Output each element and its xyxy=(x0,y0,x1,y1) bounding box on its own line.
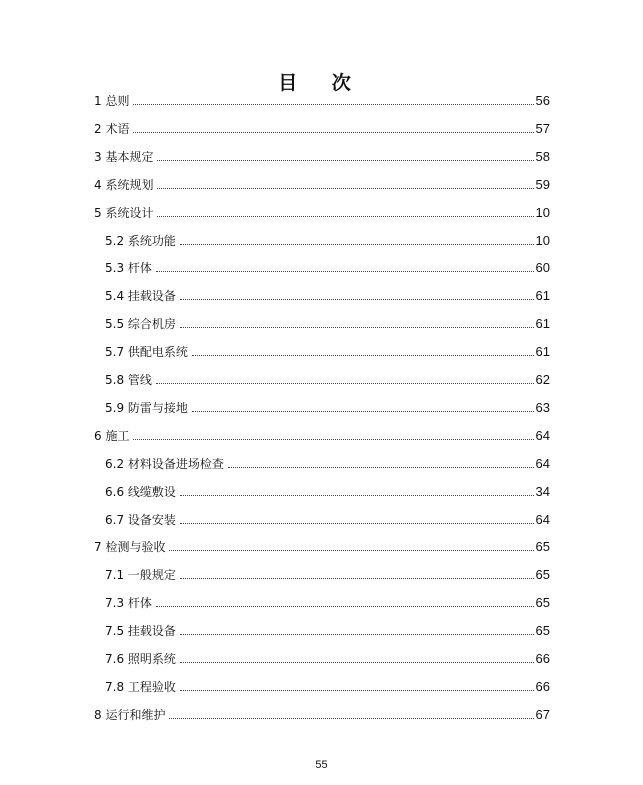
toc-entry-label: 6.2 材料设备进场检查 xyxy=(105,456,224,471)
toc-entry-label: 3 基本规定 xyxy=(94,149,154,164)
toc-entry-label: 7.5 挂载设备 xyxy=(105,624,176,639)
toc-entry-label: 7.3 杆体 xyxy=(105,596,152,611)
leader-dots xyxy=(133,122,533,133)
leader-dots xyxy=(180,317,534,328)
toc-entry[interactable] xyxy=(105,566,550,584)
toc-entry[interactable] xyxy=(105,343,550,361)
toc-entry-label: 5.5 综合机房 xyxy=(105,317,176,332)
leader-dots xyxy=(157,206,533,217)
toc-entry-page: 61 xyxy=(535,316,550,332)
toc-entry[interactable] xyxy=(94,706,550,724)
leader-dots xyxy=(156,596,534,607)
toc-entry[interactable] xyxy=(94,176,550,194)
toc-entry[interactable] xyxy=(105,259,550,277)
toc-entry-label: 6 施工 xyxy=(94,428,130,443)
toc-entry-label: 5.9 防雷与接地 xyxy=(105,400,188,415)
leader-dots xyxy=(157,178,533,189)
leader-dots xyxy=(180,680,534,691)
leader-dots xyxy=(228,457,534,468)
leader-dots xyxy=(169,540,533,551)
toc-entry[interactable] xyxy=(105,399,550,417)
leader-dots xyxy=(192,401,534,412)
toc-entry-label: 1 总则 xyxy=(94,94,130,108)
toc-entry-label: 4 系统规划 xyxy=(94,177,154,192)
toc-entry-page: 10 xyxy=(535,204,550,220)
toc-entry[interactable] xyxy=(94,148,550,166)
toc-entry-page: 57 xyxy=(535,120,550,136)
toc-entry-page: 60 xyxy=(535,260,550,276)
toc-entry-page: 61 xyxy=(535,344,550,360)
toc-entry-page: 66 xyxy=(535,651,550,666)
toc-entry[interactable] xyxy=(94,538,550,556)
toc-entry-page: 66 xyxy=(535,678,550,694)
toc-entry[interactable] xyxy=(105,455,550,473)
toc-entry[interactable] xyxy=(105,483,550,501)
page-number: 55 xyxy=(315,759,328,771)
leader-dots xyxy=(180,652,534,663)
toc-entry-page: 58 xyxy=(535,148,550,164)
leader-dots xyxy=(180,624,534,635)
toc-entry-page: 63 xyxy=(535,399,550,415)
toc-entry[interactable] xyxy=(105,232,550,250)
leader-dots xyxy=(133,429,533,440)
toc-entry-label: 8 运行和维护 xyxy=(94,707,166,722)
toc-entry[interactable] xyxy=(105,315,550,333)
toc-entry-label: 5.2 系统功能 xyxy=(105,233,176,248)
toc-entry[interactable] xyxy=(105,650,550,668)
leader-dots xyxy=(192,345,534,356)
toc-entry[interactable] xyxy=(94,204,550,222)
toc-entry[interactable] xyxy=(105,622,550,640)
toc-entry[interactable] xyxy=(105,594,550,612)
toc-entry-label: 6.6 线缆敷设 xyxy=(105,484,176,499)
leader-dots xyxy=(180,485,534,496)
leader-dots xyxy=(180,289,534,300)
toc-entry-label: 7 检测与验收 xyxy=(94,540,166,555)
toc-entry-label: 5.3 杆体 xyxy=(105,261,152,276)
leader-dots xyxy=(180,234,534,245)
toc-entry-label: 7.8 工程验收 xyxy=(105,679,176,694)
toc-entry-page: 67 xyxy=(535,706,550,722)
toc-entry-label: 6.7 设备安装 xyxy=(105,512,176,527)
leader-dots xyxy=(156,261,534,272)
toc-entry-page: 34 xyxy=(535,483,550,499)
toc-entry[interactable] xyxy=(94,120,550,138)
toc-entry-page: 65 xyxy=(535,623,550,639)
toc-entry[interactable] xyxy=(94,92,550,110)
leader-dots xyxy=(180,513,534,524)
toc-entry-label: 7.1 一般规定 xyxy=(105,568,176,583)
leader-dots xyxy=(157,150,533,161)
toc-entry-page: 62 xyxy=(535,372,550,387)
toc-entry-label: 7.6 照明系统 xyxy=(105,652,176,666)
toc-entry-page: 64 xyxy=(535,427,550,443)
toc-entry-page: 65 xyxy=(535,595,550,611)
toc-entry-label: 5.7 供配电系统 xyxy=(105,345,188,360)
toc-title: 目 次 xyxy=(278,72,365,94)
toc-entry-label: 2 术语 xyxy=(94,121,130,136)
toc-entry[interactable] xyxy=(105,511,550,529)
toc-entry-page: 61 xyxy=(535,288,550,304)
leader-dots xyxy=(156,373,534,384)
toc-entry[interactable] xyxy=(105,287,550,305)
toc-entry[interactable] xyxy=(94,427,550,445)
toc-entry-page: 10 xyxy=(535,232,550,248)
toc-entry-page: 59 xyxy=(535,176,550,192)
leader-dots xyxy=(169,708,533,719)
leader-dots xyxy=(180,568,534,579)
leader-dots xyxy=(133,94,533,105)
toc-entry[interactable] xyxy=(105,678,550,696)
toc-entry-page: 64 xyxy=(535,455,550,471)
toc-entry-label: 5 系统设计 xyxy=(94,205,154,220)
toc-entry-page: 65 xyxy=(535,539,550,555)
toc-entry-page: 56 xyxy=(535,93,550,108)
toc-entry-page: 64 xyxy=(535,511,550,527)
toc-entry[interactable] xyxy=(105,371,550,389)
toc-entry-label: 5.8 管线 xyxy=(105,373,152,387)
toc-entry-page: 65 xyxy=(535,567,550,583)
toc-entry-label: 5.4 挂载设备 xyxy=(105,289,176,304)
